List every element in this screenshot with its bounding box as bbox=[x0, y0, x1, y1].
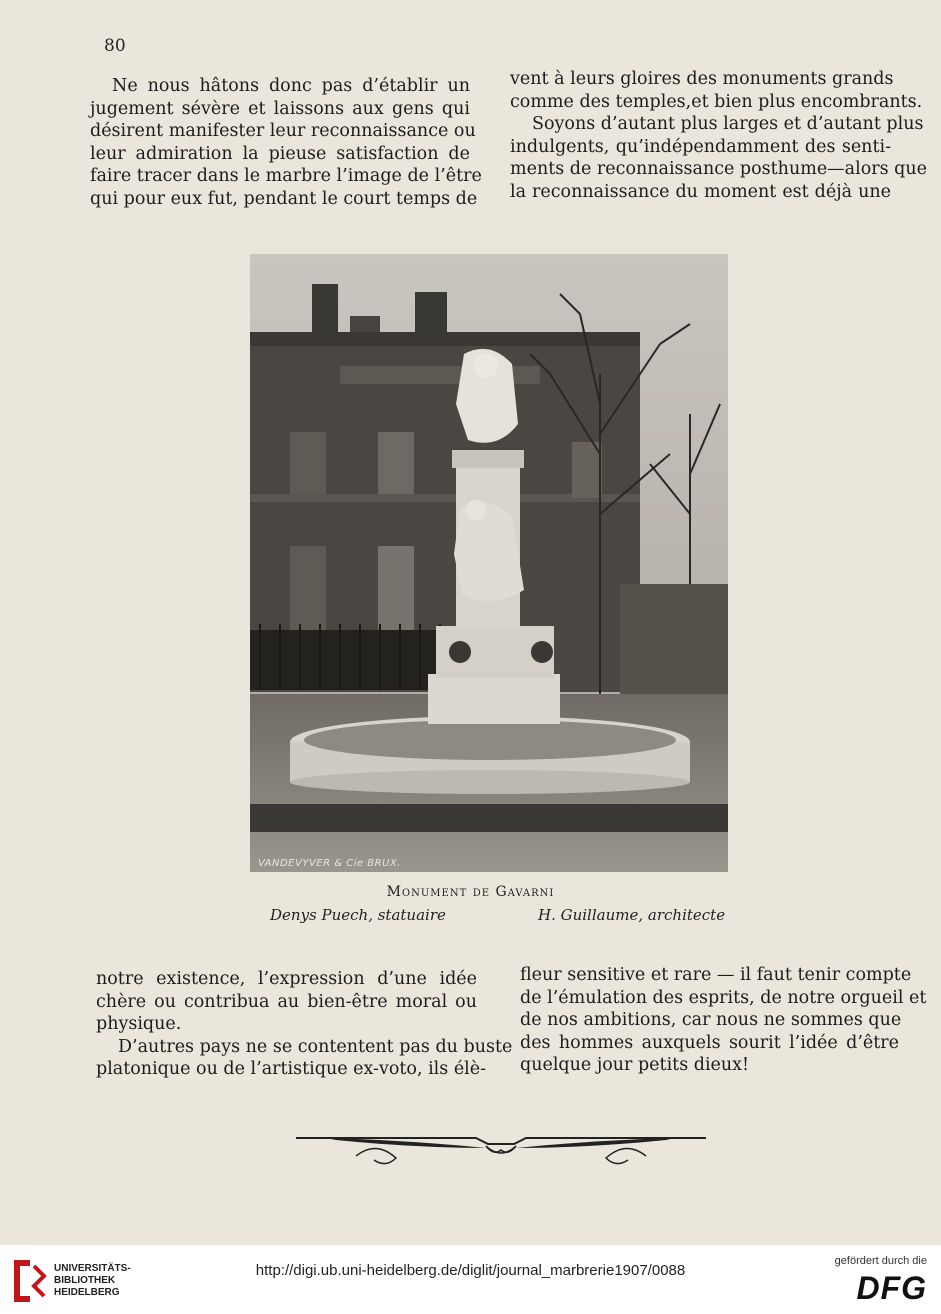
text-line: la reconnaissance du moment est déjà une bbox=[510, 181, 891, 202]
top-left-column bbox=[90, 75, 482, 210]
text-line: vent à leurs gloires des monuments grands bbox=[510, 69, 894, 89]
printer-mark: VANDEVYVER & Cie BRUX. bbox=[258, 858, 401, 869]
text-line: faire tracer dans le marbre l’image de l’être bbox=[90, 166, 482, 186]
text-line: Soyons d’autant plus larges et d’autant plus bbox=[532, 114, 924, 134]
figure-caption-architect: H. Guillaume, architecte bbox=[538, 906, 726, 924]
ornament-divider-icon bbox=[296, 1126, 706, 1170]
text-line: D’autres pays ne se contentent pas du buste bbox=[118, 1036, 513, 1057]
photo-illustration bbox=[250, 254, 728, 872]
figure-caption-title: Monument de Gavarni bbox=[386, 884, 555, 900]
text-line: jugement sévère et laissons aux gens qui bbox=[90, 98, 470, 119]
monument-photograph bbox=[250, 254, 728, 872]
text-line: Ne nous hâtons donc pas d’établir un bbox=[112, 76, 470, 96]
library-name-line: HEIDELBERG bbox=[54, 1287, 120, 1298]
bottom-right-column bbox=[520, 964, 927, 1077]
text-line: leur admiration la pieuse satisfaction de bbox=[90, 143, 470, 164]
text-line: désirent manifester leur reconnaissance ou bbox=[90, 121, 476, 141]
page-number: 80 bbox=[104, 36, 126, 56]
dfg-logo: DFG bbox=[856, 1270, 927, 1306]
funded-by-label: gefördert durch die bbox=[834, 1255, 927, 1267]
text-line: de nos ambitions, car nous ne sommes que bbox=[520, 1010, 902, 1030]
text-line: chère ou contribua au bien-être moral ou bbox=[96, 991, 477, 1012]
permalink-url[interactable]: http://digi.ub.uni-heidelberg.de/diglit/journal_marbrerie1907/0088 bbox=[255, 1262, 686, 1279]
text-line: physique. bbox=[96, 1014, 182, 1034]
text-line: platonique ou de l’artistique ex-voto, ils élè- bbox=[96, 1059, 487, 1079]
text-line: quelque jour petits dieux! bbox=[520, 1055, 750, 1075]
digitization-footer bbox=[0, 1245, 941, 1314]
text-line: indulgents, qu’indépendamment des senti- bbox=[510, 136, 891, 157]
figure-caption-sculptor: Denys Puech, statuaire bbox=[270, 906, 446, 924]
top-right-column bbox=[510, 68, 927, 203]
library-name-line: BIBLIOTHEK bbox=[54, 1275, 116, 1286]
text-line: fleur sensitive et rare — il faut tenir compte bbox=[520, 965, 912, 985]
text-line: qui pour eux fut, pendant le court temps de bbox=[90, 188, 478, 209]
text-line: comme des temples,et bien plus encombrants. bbox=[510, 91, 923, 112]
text-line: notre existence, l’expression d’une idée bbox=[96, 969, 477, 989]
bottom-left-column bbox=[96, 968, 513, 1081]
text-line: des hommes auxquels sourit l’idée d’être bbox=[520, 1032, 899, 1053]
text-line: ments de reconnaissance posthume—alors que bbox=[510, 159, 927, 179]
text-line: de l’émulation des esprits, de notre orgueil et bbox=[520, 987, 927, 1008]
library-name-line: UNIVERSITÄTS- bbox=[54, 1263, 131, 1274]
